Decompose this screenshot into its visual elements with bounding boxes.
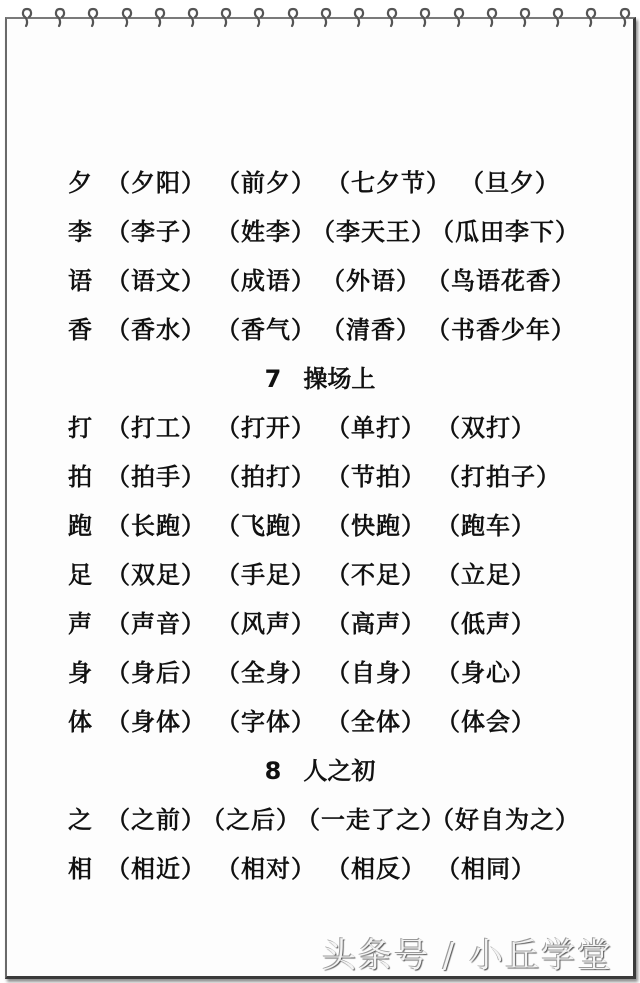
word-group: （打拍子） — [436, 462, 561, 491]
word-group: （成语） — [216, 266, 316, 295]
word-group: （书香少年） — [426, 315, 576, 344]
word-group: （相反） — [326, 854, 426, 883]
word-group: （快跑） — [326, 511, 426, 540]
spiral-ring-icon — [153, 6, 165, 28]
head-character: 香 — [68, 315, 93, 344]
spiral-ring-icon — [86, 6, 98, 28]
spiral-ring-icon — [20, 6, 32, 28]
word-group: （鸟语花香） — [426, 266, 576, 295]
word-group: （全体） — [326, 707, 426, 736]
word-group: （打开） — [216, 413, 316, 442]
word-group: （手足） — [216, 560, 316, 589]
word-group: （双足） — [106, 560, 206, 589]
spiral-ring-icon — [319, 6, 331, 28]
word-group: （姓李） — [216, 217, 316, 246]
word-group: （之前） — [106, 805, 206, 834]
lesson-title — [0, 359, 640, 394]
word-group: （相同） — [436, 854, 536, 883]
word-group: （跑车） — [436, 511, 536, 540]
word-row — [68, 653, 536, 687]
word-group: （双打） — [436, 413, 536, 442]
word-row — [68, 702, 536, 736]
word-row — [68, 506, 536, 540]
word-group: （拍打） — [216, 462, 316, 491]
word-group: （好自为之） — [430, 805, 580, 834]
head-character: 声 — [68, 609, 93, 638]
watermark: 头条号 / 小丘学堂 — [322, 936, 614, 976]
head-character: 体 — [68, 707, 93, 736]
head-character: 李 — [68, 217, 93, 246]
spiral-ring-icon — [452, 6, 464, 28]
word-row — [68, 310, 576, 344]
word-row — [68, 800, 580, 834]
word-group: （自身） — [326, 658, 426, 687]
spiral-ring-icon — [219, 6, 231, 28]
spiral-ring-icon — [352, 6, 364, 28]
spiral-ring-icon — [518, 6, 530, 28]
head-character: 跑 — [68, 511, 93, 540]
spiral-ring-icon — [618, 6, 630, 28]
word-group: （低声） — [436, 609, 536, 638]
word-group: （长跑） — [106, 511, 206, 540]
word-row — [68, 163, 560, 197]
lesson-number: 7 — [264, 365, 282, 393]
word-row — [68, 849, 536, 883]
spiral-ring-icon — [120, 6, 132, 28]
word-group: （单打） — [326, 413, 426, 442]
word-group: （飞跑） — [216, 511, 316, 540]
word-group: （全身） — [216, 658, 316, 687]
head-character: 语 — [68, 266, 93, 295]
word-group: （风声） — [216, 609, 316, 638]
word-group: （外语） — [321, 266, 421, 295]
word-group: （香气） — [216, 315, 316, 344]
spiral-ring-icon — [385, 6, 397, 28]
head-character: 夕 — [68, 168, 93, 197]
word-group: （不足） — [326, 560, 426, 589]
word-group: （语文） — [106, 266, 206, 295]
word-group: （瓜田李下） — [430, 217, 580, 246]
word-row — [68, 261, 576, 295]
spiral-ring-icon — [186, 6, 198, 28]
spiral-binding — [0, 0, 640, 40]
word-group: （身体） — [106, 707, 206, 736]
word-group: （体会） — [436, 707, 536, 736]
word-group: （夕阳） — [106, 168, 206, 197]
word-group: （李子） — [106, 217, 206, 246]
head-character: 打 — [68, 413, 93, 442]
word-group: （声音） — [106, 609, 206, 638]
lesson-number: 8 — [264, 757, 282, 785]
spiral-ring-icon — [551, 6, 563, 28]
word-group: （拍手） — [106, 462, 206, 491]
word-group: （之后） — [201, 805, 301, 834]
word-group: （七夕节） — [326, 168, 451, 197]
word-group: （清香） — [321, 315, 421, 344]
word-group: （旦夕） — [460, 168, 560, 197]
word-group: （字体） — [216, 707, 316, 736]
word-group: （节拍） — [326, 462, 426, 491]
spiral-ring-icon — [584, 6, 596, 28]
head-character: 相 — [68, 854, 93, 883]
word-row — [68, 604, 536, 638]
word-group: （相对） — [216, 854, 316, 883]
word-row — [68, 212, 580, 246]
spiral-ring-icon — [252, 6, 264, 28]
head-character: 身 — [68, 658, 93, 687]
head-character: 足 — [68, 560, 93, 589]
word-group: （相近） — [106, 854, 206, 883]
word-group: （打工） — [106, 413, 206, 442]
word-group: （前夕） — [216, 168, 316, 197]
word-row — [68, 457, 561, 491]
spiral-ring-icon — [418, 6, 430, 28]
word-group: （身心） — [436, 658, 536, 687]
head-character: 拍 — [68, 462, 93, 491]
word-group: （香水） — [106, 315, 206, 344]
spiral-ring-icon — [485, 6, 497, 28]
word-group: （身后） — [106, 658, 206, 687]
lesson-name: 人之初 — [303, 756, 376, 785]
spiral-ring-icon — [286, 6, 298, 28]
word-group: （高声） — [326, 609, 426, 638]
head-character: 之 — [68, 805, 93, 834]
word-group: （李天王） — [311, 217, 436, 246]
word-row — [68, 555, 536, 589]
word-group: （一走了之） — [296, 805, 446, 834]
lesson-title — [0, 751, 640, 786]
word-row — [68, 408, 536, 442]
word-group: （立足） — [436, 560, 536, 589]
lesson-name: 操场上 — [303, 364, 376, 393]
spiral-ring-icon — [53, 6, 65, 28]
